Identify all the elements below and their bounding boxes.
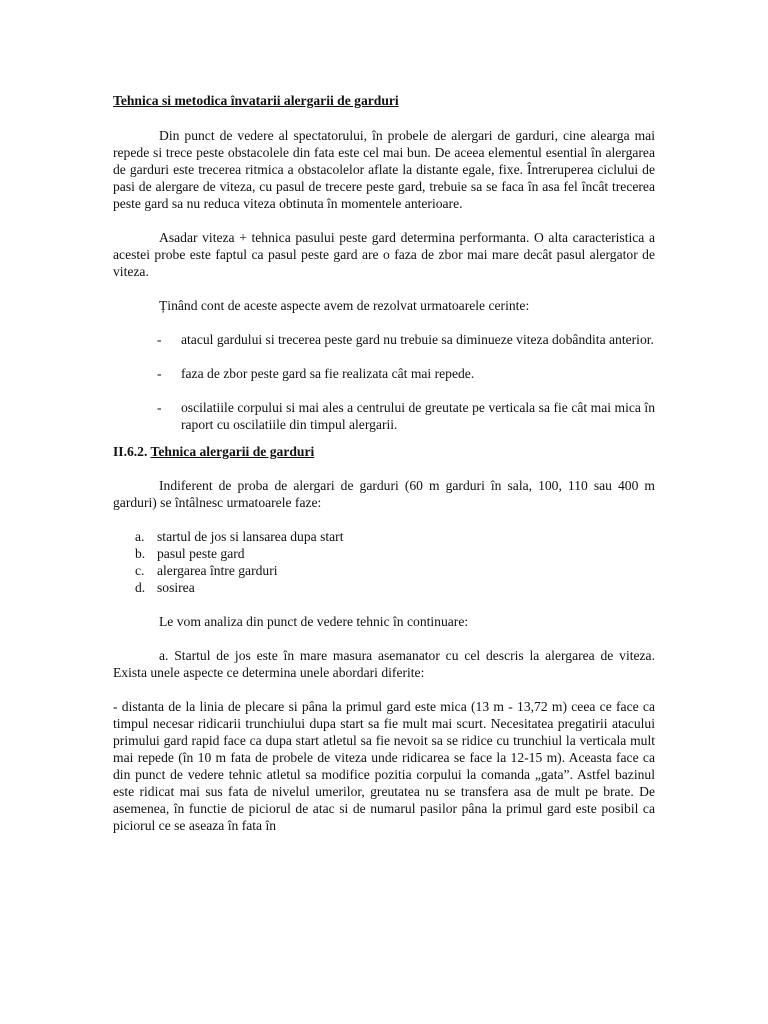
paragraph-requirements-intro: Ținând cont de aceste aspecte avem de rezolvat urmatoarele cerinte:	[159, 298, 530, 313]
list-item	[135, 579, 655, 596]
list-item-text: sosirea	[157, 580, 195, 595]
paragraph-speed-technique: Asadar viteza + tehnica pasului peste gard determina performanta. O alta caracteristica a acestei probe este faptul ca pasul peste gard are o faza de zbor mai mare decât pasul alergator de viteza.	[113, 230, 655, 279]
list-item-text: oscilatiile corpului si mai ales a centrului de greutate pe verticala sa fie cât mai mica în raport cu oscilatiile din timpul alergarii.	[181, 400, 655, 432]
list-item	[157, 331, 655, 348]
list-item	[135, 562, 655, 579]
list-marker: -	[157, 366, 162, 381]
list-item	[135, 545, 655, 562]
document-title: Tehnica si metodica învatarii alergarii de garduri	[113, 93, 399, 108]
list-item-text: startul de jos si lansarea dupa start	[157, 529, 344, 544]
paragraph-start-details: - distanta de la linia de plecare si pâna la primul gard este mica (13 m - 13,72 m) ceea ce face ca timpul necesar ridicarii trunchiului dupa start sa fie mult mai scurt. Necesitatea pregatirii atacului primului gard rapid face ca dupa start atletul sa fie nevoit sa se ridice cu trunchiul la verticala mult mai repede (în 10 m fata de probele de viteza unde ridicarea se face la 12-15 m). Aceasta face ca din punct de vedere tehnic atletul sa modifice pozitia corpului la comanda „gata”. Astfel bazinul este ridicat mai sus fata de nivelul umerilor, greutatea nu se transfera asa de mult pe brate. De asemenea, în functie de piciorul de atac si de numarul pasilor pâna la primul gard este posibil ca piciorul ce se aseaza în fata în	[113, 699, 655, 833]
document-page	[113, 92, 655, 834]
list-marker: -	[157, 400, 162, 415]
section-heading	[113, 443, 655, 460]
section-title: Tehnica alergarii de garduri	[150, 444, 315, 459]
list-item-text: faza de zbor peste gard sa fie realizata cât mai repede.	[181, 366, 475, 381]
list-marker: b.	[135, 546, 146, 561]
list-marker: d.	[135, 580, 146, 595]
list-marker: a.	[135, 529, 145, 544]
list-item-text: atacul gardului si trecerea peste gard nu trebuie sa diminueze viteza dobândita anterior.	[181, 332, 654, 347]
list-item-text: pasul peste gard	[157, 546, 245, 561]
list-item	[157, 399, 655, 433]
list-item-text: alergarea între garduri	[157, 563, 278, 578]
section-number: II.6.2.	[113, 444, 148, 459]
phases-list	[135, 528, 655, 596]
requirements-list	[113, 331, 655, 433]
paragraph-analysis-intro: Le vom analiza din punct de vedere tehnic în continuare:	[159, 614, 469, 629]
paragraph-phases-intro: Indiferent de proba de alergari de garduri (60 m garduri în sala, 100, 110 sau 400 m garduri) se întâlnesc urmatoarele faze:	[113, 478, 655, 510]
list-item	[135, 528, 655, 545]
list-marker: -	[157, 332, 162, 347]
paragraph-start: a. Startul de jos este în mare masura asemanator cu cel descris la alergarea de viteza. Exista unele aspecte ce determina unele abordari diferite:	[113, 648, 655, 680]
list-marker: c.	[135, 563, 145, 578]
list-item	[157, 365, 655, 382]
paragraph-intro: Din punct de vedere al spectatorului, în probele de alergari de garduri, cine alearga mai repede si trece peste obstacolele din fata este cel mai bun. De aceea elementul esential în alergarea de garduri este trecerea ritmica a obstacolelor aflate la distante egale, fixe. Întreruperea ciclului de pasi de alergare de viteza, cu pasul de trecere peste gard, trebuie sa se faca în asa fel încât trecerea peste gard sa nu reduca viteza obtinuta în momentele anterioare.	[113, 128, 655, 211]
